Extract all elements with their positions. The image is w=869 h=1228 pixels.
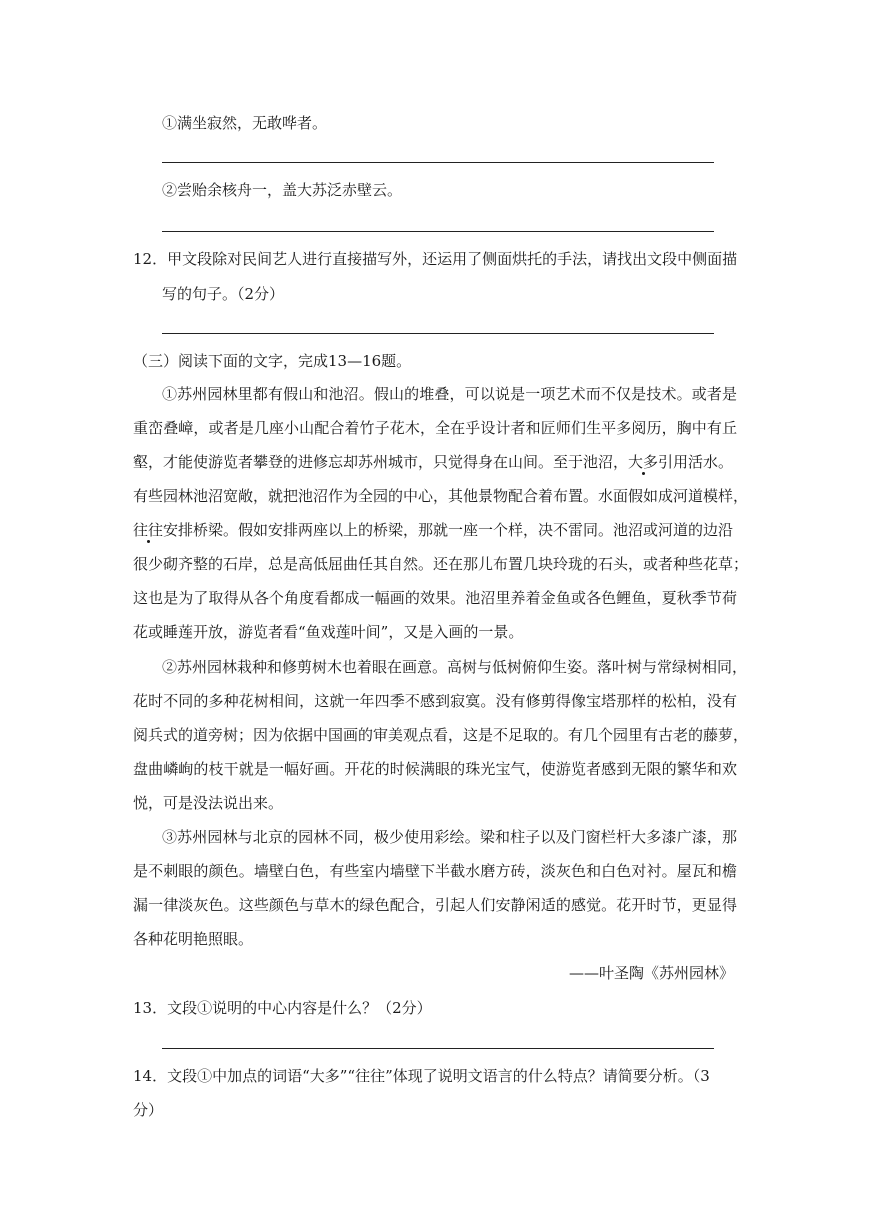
p3-line-3: 漏一律淡灰色。这些颜色与草木的绿色配合，引起人们安静闲适的感觉。花开时节，更显得 (133, 896, 737, 914)
p1-line-3-tail: 引用活水。 (658, 453, 734, 471)
answer-line-q13 (162, 1048, 714, 1049)
q14-line-2: 分） (133, 1101, 164, 1119)
answer-line-q12 (162, 333, 714, 334)
dotted-word-daduo: 大多 (628, 453, 659, 471)
section-3-heading: （三）阅读下面的文字，完成13—16题。 (133, 352, 412, 370)
q11-item-2: ②尝贻余核舟一，盖大苏泛赤壁云。 (162, 181, 403, 199)
p1-line-3 (133, 452, 737, 472)
q11-item-1: ①满坐寂然，无敢哗者。 (162, 114, 328, 132)
answer-line-q11-1 (162, 162, 714, 163)
q13-text: 13．文段①说明的中心内容是什么？（2分） (133, 999, 432, 1017)
p3-line-4: 各种花明艳照眼。 (133, 930, 254, 948)
q12-line-2: 写的句子。（2分） (162, 285, 285, 303)
source-attribution: ——叶圣陶《苏州园林》 (568, 964, 734, 982)
p1-line-2: 重峦叠嶂，或者是几座小山配合着竹子花木，全在乎设计者和匠师们生平多阅历，胸中有丘 (133, 419, 737, 437)
p2-line-3: 阅兵式的道旁树；因为依据中国画的审美观点看，这是不足取的。有几个园里有古老的藤萝， (133, 726, 749, 744)
p2-line-2: 花时不同的多种花树相间，这就一年四季不感到寂寞。没有修剪得像宝塔那样的松柏，没有 (133, 692, 737, 710)
p1-line-4: 有些园林池沼宽敞，就把池沼作为全园的中心，其他景物配合着布置。水面假如成河道模样， (133, 487, 749, 505)
q14-line-1: 14．文段①中加点的词语“大多”“往往”体现了说明文语言的什么特点？请简要分析。（3 (133, 1067, 710, 1085)
p2-line-4: 盘曲嶙峋的枝干就是一幅好画。开花的时候满眼的珠光宝气，使游览者感到无限的繁华和欢 (133, 760, 737, 778)
p1-line-5 (133, 520, 737, 540)
dotted-word-wangwang: 往往 (133, 521, 164, 539)
p3-line-2: 是不刺眼的颜色。墙壁白色，有些室内墙壁下半截水磨方砖，淡灰色和白色对衬。屋瓦和檐 (133, 862, 737, 880)
p1-line-5-text: 安排桥梁。假如安排两座以上的桥梁，那就一座一个样，决不雷同。池沼或河道的边沿 (163, 521, 734, 539)
p3-line-1: ③苏州园林与北京的园林不同，极少使用彩绘。梁和柱子以及门窗栏杆大多漆广漆，那 (162, 828, 737, 846)
p2-line-1: ②苏州园林栽种和修剪树木也着眼在画意。高树与低树俯仰生姿。落叶树与常绿树相同， (162, 658, 748, 676)
answer-line-q11-2 (162, 231, 714, 232)
p1-line-3-text: 壑，才能使游览者攀登的进修忘却苏州城市，只觉得身在山间。至于池沼， (133, 453, 629, 471)
q12-line-1: 12．甲文段除对民间艺人进行直接描写外，还运用了侧面烘托的手法，请找出文段中侧面描 (133, 250, 738, 268)
p1-line-6: 很少砌齐整的石岸，总是高低屈曲任其自然。还在那儿布置几块玲珑的石头，或者种些花草； (133, 555, 749, 573)
p1-line-8: 花或睡莲开放，游览者看“鱼戏莲叶间”，又是入画的一景。 (133, 623, 524, 641)
p1-line-1: ①苏州园林里都有假山和池沼。假山的堆叠，可以说是一项艺术而不仅是技术。或者是 (162, 385, 737, 403)
p2-line-5: 悦，可是没法说出来。 (133, 794, 284, 812)
p1-line-7: 这也是为了取得从各个角度看都成一幅画的效果。池沼里养着金鱼或各色鲤鱼，夏秋季节荷 (133, 589, 737, 607)
